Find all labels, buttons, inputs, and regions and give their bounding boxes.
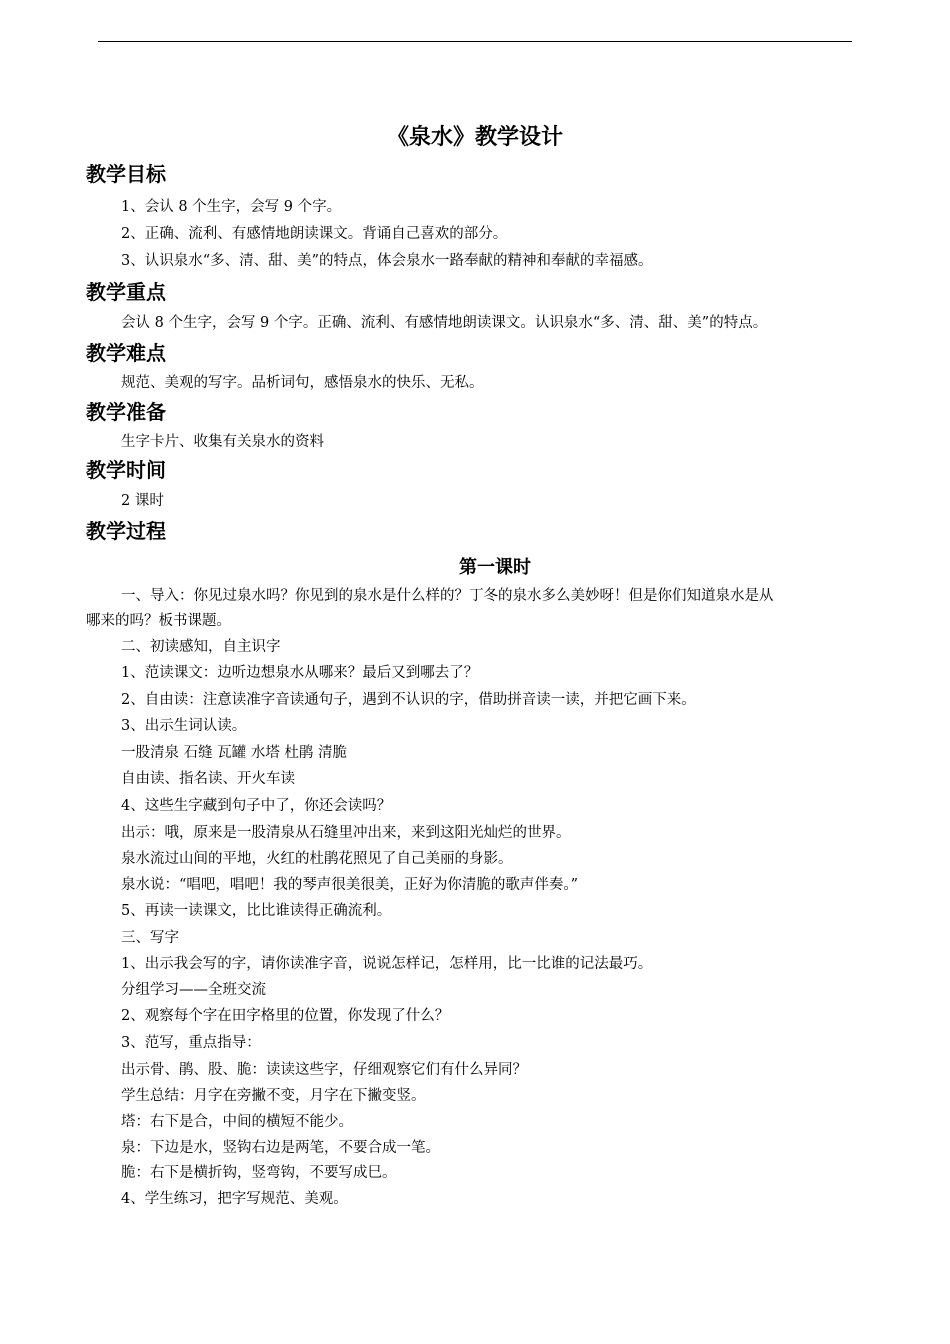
process-line: 塔：右下是合，中间的横短不能少。 [121, 1114, 353, 1130]
process-line: 5、再读一读课文，比比谁读得正确流利。 [121, 903, 392, 919]
process-line: 4、学生练习，把字写规范、美观。 [121, 1191, 348, 1207]
process-line: 出示：哦，原来是一股清泉从石缝里冲出来，来到这阳光灿烂的世界。 [121, 825, 571, 841]
goal-item-1: 1、会认 8 个生字，会写 9 个字。 [121, 199, 342, 215]
heading-key: 教学重点 [86, 280, 166, 304]
process-line: 分组学习——全班交流 [121, 982, 266, 998]
header-rule [98, 41, 852, 42]
key-text: 会认 8 个生字，会写 9 个字。正确、流利、有感情地朗读课文。认识泉水“多、清、甜、美”的特点。 [121, 315, 768, 331]
time-text: 2 课时 [121, 493, 164, 509]
process-line: 1、范读课文：边听边想泉水从哪来？最后又到哪去了？ [121, 665, 479, 681]
process-line: 2、自由读：注意读准字音读通句子，遇到不认识的字，借助拼音读一读，并把它画下来。 [121, 692, 696, 708]
process-line: 4、这些生字藏到句子中了，你还会读吗？ [121, 798, 392, 814]
heading-prep: 教学准备 [86, 400, 166, 424]
process-line: 二、初读感知，自主识字 [121, 639, 281, 655]
process-line: 2、观察每个字在田字格里的位置，你发现了什么？ [121, 1008, 450, 1024]
process-line: 脆：右下是横折钩，竖弯钩，不要写成巳。 [121, 1165, 397, 1181]
heading-difficulty: 教学难点 [86, 341, 166, 365]
heading-time: 教学时间 [86, 458, 166, 482]
process-line: 出示骨、鹃、股、脆：读读这些字，仔细观察它们有什么异同？ [121, 1062, 527, 1078]
heading-process: 教学过程 [86, 519, 166, 543]
prep-text: 生字卡片、收集有关泉水的资料 [121, 434, 324, 450]
heading-goals: 教学目标 [86, 162, 166, 186]
document-title: 《泉水》教学设计 [386, 125, 563, 150]
process-line: 泉：下边是水，竖钩右边是两笔，不要合成一笔。 [121, 1140, 440, 1156]
lesson-title: 第一课时 [459, 557, 531, 578]
process-line: 自由读、指名读、开火车读 [121, 771, 295, 787]
process-line: 学生总结：月字在旁撇不变，月字在下撇变竖。 [121, 1088, 426, 1104]
process-line: 泉水说：“唱吧，唱吧！我的琴声很美很美，正好为你清脆的歌声伴奏。” [121, 877, 579, 893]
goal-item-3: 3、认识泉水“多、清、甜、美”的特点，体会泉水一路奉献的精神和奉献的幸福感。 [121, 253, 653, 269]
process-line: 1、出示我会写的字，请你读准字音，说说怎样记，怎样用，比一比谁的记法最巧。 [121, 956, 653, 972]
intro-line-1: 一、导入：你见过泉水吗？你见到的泉水是什么样的？丁冬的泉水多么美妙呀！但是你们知道泉水是从 [121, 588, 774, 604]
process-line: 一股清泉 石缝 瓦罐 水塔 杜鹃 清脆 [121, 745, 348, 761]
goal-item-2: 2、正确、流利、有感情地朗读课文。背诵自己喜欢的部分。 [121, 226, 508, 242]
process-line: 三、写字 [121, 930, 179, 946]
difficulty-text: 规范、美观的写字。品析词句，感悟泉水的快乐、无私。 [121, 375, 484, 391]
process-line: 泉水流过山间的平地，火红的杜鹃花照见了自己美丽的身影。 [121, 851, 513, 867]
process-line: 3、出示生词认读。 [121, 718, 247, 734]
process-line: 3、范写，重点指导： [121, 1035, 261, 1051]
intro-line-2: 哪来的吗？板书课题。 [86, 613, 231, 629]
